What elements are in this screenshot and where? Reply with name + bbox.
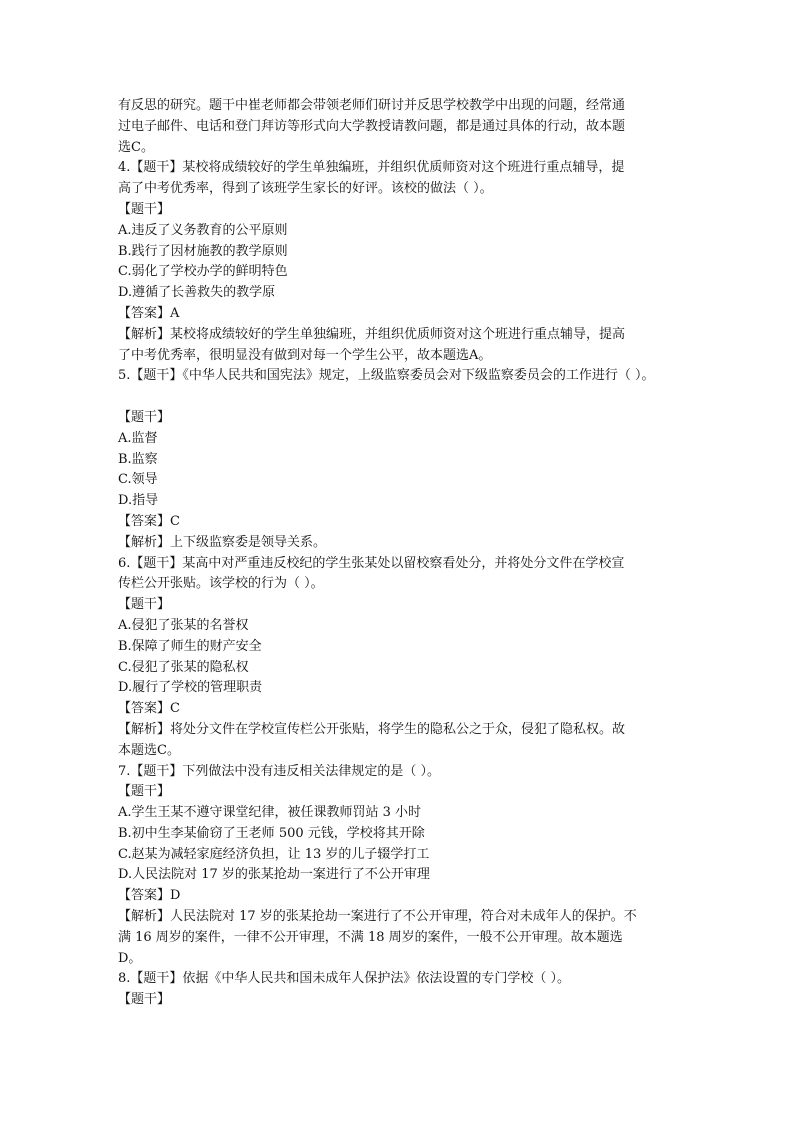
explanation: 【解析】人民法院对 17 岁的张某抢劫一案进行了不公开审理，符合对未成年人的保护。不 [118,909,637,925]
question-stem: 5.【题干】《中华人民共和国宪法》规定，上级监察委员会对下级监察委员会的工作进行（ ）。 [118,368,655,384]
option-b: B.初中生李某偷窃了王老师 500 元钱，学校将其开除 [118,825,425,841]
option-b: B.践行了因材施教的教学原则 [118,243,288,259]
text-line: 选C。 [118,139,154,155]
question-stem: 传栏公开张贴。该学校的行为（ ）。 [118,576,324,592]
text-line: 过电子邮件、电话和登门拜访等形式向大学教授请教问题，都是通过具体的行动，故本题 [118,118,626,134]
answer: 【答案】D [118,888,181,904]
text-line: 有反思的研究。题干中崔老师都会带领老师们研讨并反思学校教学中出现的问题，经常通 [118,98,626,113]
explanation: 【解析】上下级监察委是领导关系。 [118,534,327,550]
question-stem: 8.【题干】依据《中华人民共和国未成年人保护法》依法设置的专门学校（ ）。 [118,971,571,987]
answer: 【答案】A [118,305,180,321]
question-stem: 高了中考优秀率，得到了该班学生家长的好评。该校的做法（ ）。 [118,181,493,197]
section-label: 【题干】 [118,409,171,425]
option-d: D.履行了学校的管理职责 [118,680,263,696]
option-c: C.领导 [118,472,158,488]
section-label: 【题干】 [118,992,171,1008]
section-label: 【题干】 [118,597,171,613]
explanation: 【解析】某校将成绩较好的学生单独编班，并组织优质师资对这个班进行重点辅导，提高 [118,326,626,342]
answer: 【答案】C [118,701,180,717]
option-c: C.弱化了学校办学的鲜明特色 [118,264,288,280]
option-a: A.违反了义务教育的公平原则 [118,222,288,238]
option-a: A.侵犯了张某的名誉权 [118,617,249,633]
section-label: 【题干】 [118,201,171,217]
question-stem: 6.【题干】某高中对严重违反校纪的学生张某处以留校察看处分，并将处分文件在学校宣 [118,555,625,571]
explanation: 了中考优秀率，很明显没有做到对每一个学生公平，故本题选A。 [118,347,492,363]
section-label: 【题干】 [118,784,171,800]
option-b: B.监察 [118,451,158,467]
option-d: D.人民法院对 17 岁的张某抢劫一案进行了不公开审理 [118,867,430,883]
document-body [118,96,678,1011]
explanation: D。 [118,950,142,966]
question-stem: 4.【题干】某校将成绩较好的学生单独编班，并组织优质师资对这个班进行重点辅导，提 [118,160,625,176]
explanation: 【解析】将处分文件在学校宣传栏公开张贴，将学生的隐私公之于众，侵犯了隐私权。故 [118,721,626,737]
option-c: C.侵犯了张某的隐私权 [118,659,249,675]
explanation: 满 16 周岁的案件，一律不公开审理，不满 18 周岁的案件，一般不公开审理。故本题选 [118,929,623,945]
option-a: A.监督 [118,430,158,446]
option-a: A.学生王某不遵守课堂纪律，被任课教师罚站 3 小时 [118,805,422,821]
option-d: D.指导 [118,493,159,509]
explanation: 本题选C。 [118,742,180,758]
answer: 【答案】C [118,513,180,529]
question-stem: 7.【题干】下列做法中没有违反相关法律规定的是（ ）。 [118,763,441,779]
option-c: C.赵某为减轻家庭经济负担，让 13 岁的儿子辍学打工 [118,846,430,862]
blank-line [118,387,678,408]
option-d: D.遵循了长善救失的教学原 [118,285,276,301]
option-b: B.保障了师生的财产安全 [118,638,262,654]
